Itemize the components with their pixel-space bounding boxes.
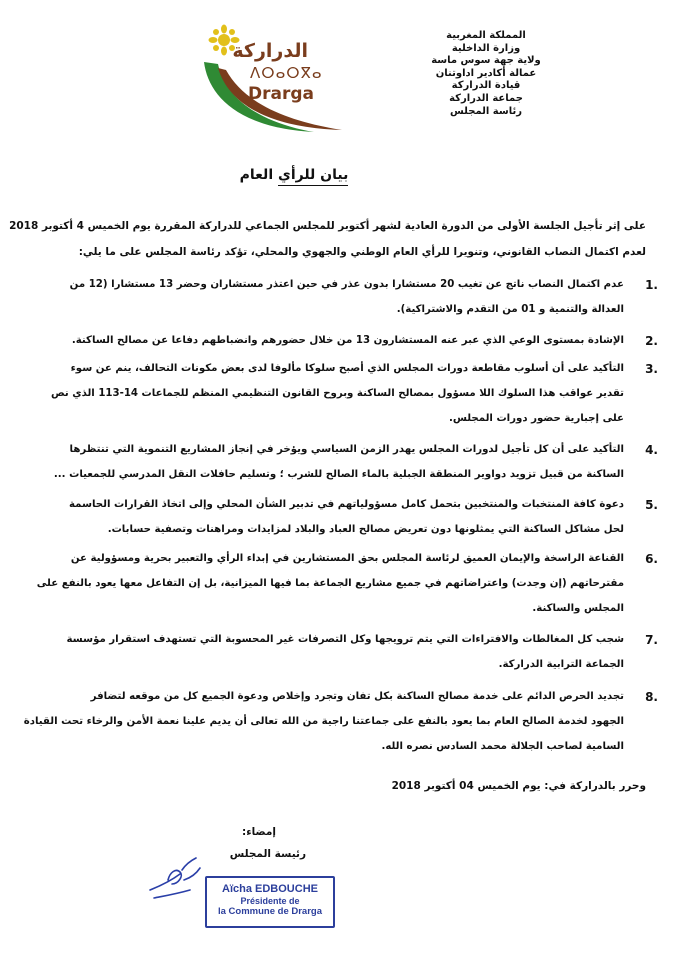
item-line: تقدير عواقب هذا السلوك اللا مسؤول بمصالح الساكنة وبروح القانون التنظيمي المنظم للجماعات 14-113 الذي نص [50,388,624,399]
item-line: القناعة الراسخة والإيمان العميق لرئاسة المجلس بحق المستشارين في إبداء الرأي والتعبير بحرية ومسؤولية عن [70,553,624,564]
document-title: بيان للرأي العام [239,167,349,183]
item-line: التأكيد على أن أسلوب مقاطعة دورات المجلس الذي أصبح سلوكا مألوفا لدى بعض مكونات التحالف، ينم عن سوء [70,363,624,374]
official-stamp [205,876,335,928]
intro-line: لعدم اكتمال النصاب القانوني، وتنويرا للرأي العام الوطني والجهوي والمحلي، تؤكد رئاسة المجلس على ما يلي: [78,246,646,258]
item-line: الجهود لخدمة الصالح العام بما يعود بالنفع على جماعتنا راجية من الله تعالى أن يديم علينا نعمة الأمن والرخاء تحت القيادة [23,716,624,727]
handwritten-signature [146,850,206,906]
item-number: 2. [645,334,658,348]
item-line: الساكنة من قبيل تزويد دواوير المنطقة الجبلية بالماء الصالح للشرب ؛ وتسليم حافلات النقل المدرسي للجمعيات ... [53,469,624,480]
item-line: شجب كل المغالطات والافتراءات التي يتم ترويجها وكل التصرفات غير المحسوبة التي تستهدف استقرار مؤسسة [66,634,624,645]
header-line: المملكة المغربية [446,30,526,41]
item-number: 3. [645,362,658,376]
item-line: التأكيد على أن كل تأجيل لدورات المجلس يهدر الزمن السياسي ويؤخر في إنجاز المشاريع التنموية التي تنتظرها [69,444,624,455]
item-line: مقترحاتهم (إن وجدت) واعتراضاتهم في جميع مشاريع الجماعة بما فيها الميزانية، بل إن التفاعل معها يعود بالنفع على [36,578,624,589]
logo-latin-text: Drarga [248,84,314,104]
item-line: عدم اكتمال النصاب ناتج عن تغيب 20 مستشارا بدون عذر في حين اعتذر مستشاران وحضر 13 مستشارا (12 من [69,279,624,290]
item-number: 5. [645,498,658,512]
header-line: ولاية جهة سوس ماسة [431,55,541,67]
item-number: 1. [645,278,658,292]
item-number: 8. [645,690,658,704]
letterhead-authority [386,30,586,118]
item-line: الجماعة الترابية الدراركة. [498,659,624,670]
item-line: على إجبارية حضور دورات المجلس. [448,413,624,424]
title-underline [278,185,348,186]
intro-paragraph [9,213,646,265]
item-line: السامية لصاحب الجلالة محمد السادس نصره الله. [381,741,624,752]
item-number: 6. [645,552,658,566]
item-line: الإشادة بمستوى الوعي الذي عبر عنه المستشارون 13 من خلال حضورهم وانضباطهم دفاعا عن مصالح الساكنة. [71,335,624,346]
stamp-commune: la Commune de Drarga [218,906,322,917]
signer-role: رئيسة المجلس [229,848,306,860]
item-number: 7. [645,633,658,647]
intro-line: على إثر تأجيل الجلسة الأولى من الدورة العادية لشهر أكتوبر للمجلس الجماعي للدراركة المقررة يوم الخميس 4 أكتوبر 2018 [9,220,646,232]
signature-label: إمضاء: [242,826,276,838]
logo-tifinagh-text: ⴷⵔⴰⵔⴳⴰ [250,64,323,82]
item-line: العدالة والتنمية و 01 من التقدم والاشتراكية). [396,304,624,315]
header-line: جماعة الدراركة [449,92,523,104]
logo-arabic-text: الدراركة [232,40,308,62]
item-line: المجلس والساكنة. [532,603,624,614]
header-line: وزارة الداخلية [451,42,521,54]
item-line: دعوة كافة المنتخبات والمنتخبين بتحمل كامل مسؤولياتهم في تدبير الشأن المحلي وإلى اتخاذ القرارات الحاسمة [68,499,624,510]
header-line: عمالة أكادير اداوتنان [435,67,537,79]
header-line: رئاسة المجلس [450,105,522,117]
item-line: لحل مشاكل الساكنة التي يمثلونها دون تعريض مصالح العباد والبلاد لمزايدات ومراهنات وتصفية حسابات. [107,524,624,535]
header-line: قيادة الدراركة [451,80,521,92]
item-line: تجديد الحرص الدائم على خدمة مصالح الساكنة بكل تفان وتجرد وإخلاص ودعوة الجميع كل من موقعه لتضافر [90,691,624,702]
item-number: 4. [645,443,658,457]
stamp-name: Aïcha EDBOUCHE [222,883,318,895]
date-line: وحرر بالدراركة في: يوم الخميس 04 أكتوبر 2018 [391,780,646,792]
stamp-title: Présidente de [240,896,300,906]
